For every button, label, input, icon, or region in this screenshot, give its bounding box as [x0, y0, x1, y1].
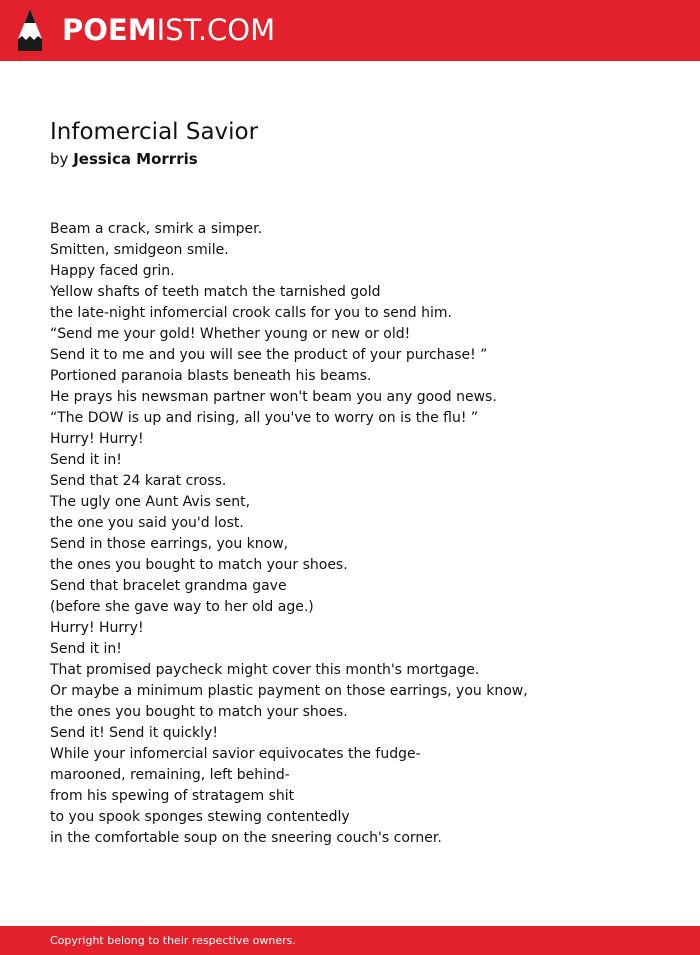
poem-line: Yellow shafts of teeth match the tarnished gold [50, 284, 381, 300]
poem-line: “Send me your gold! Whether young or new or old! [50, 326, 411, 342]
poem-line: The ugly one Aunt Avis sent, [50, 494, 251, 510]
logo-bold-text: POEM [62, 13, 157, 47]
poem-line: Hurry! Hurry! [50, 431, 144, 447]
poem-line: That promised paycheck might cover this month's mortgage. [50, 662, 480, 678]
logo-light-text: IST.COM [156, 13, 276, 47]
author-name: Jessica Morrris [73, 150, 198, 168]
poem-line: Portioned paranoia blasts beneath his beams. [50, 368, 372, 384]
poem-line: Happy faced grin. [50, 263, 175, 279]
poem-line: the ones you bought to match your shoes. [50, 557, 348, 573]
site-header [0, 0, 700, 61]
poem-line: (before she gave way to her old age.) [50, 599, 314, 615]
poem-line: While your infomercial savior equivocates the fudge- [50, 746, 421, 762]
poem-line: from his spewing of stratagem shit [50, 788, 295, 804]
poem-line: Send it! Send it quickly! [50, 725, 218, 741]
poem-line: “The DOW is up and rising, all you've to worry on is the flu! ” [50, 410, 479, 426]
poem-line: Smitten, smidgeon smile. [50, 242, 229, 258]
poem-line: the one you said you'd lost. [50, 515, 244, 531]
poem-line: Send it to me and you will see the product of your purchase! ” [50, 347, 488, 363]
poem-line: the late-night infomercial crook calls for you to send him. [50, 305, 452, 321]
poem-byline [50, 149, 198, 169]
poem-line: Send it in! [50, 641, 122, 657]
site-logo[interactable] [62, 12, 275, 48]
poem-line: Hurry! Hurry! [50, 620, 144, 636]
poem-line: Beam a crack, smirk a simper. [50, 221, 263, 237]
by-label: by [50, 150, 69, 168]
site-footer [0, 926, 700, 955]
pencil-tip-icon[interactable] [18, 9, 42, 51]
poem-line: Send in those earrings, you know, [50, 536, 289, 552]
poem-line: in the comfortable soup on the sneering couch's corner. [50, 830, 442, 846]
poem-line: Send that bracelet grandma gave [50, 578, 287, 594]
poem-line: to you spook sponges stewing contentedly [50, 809, 350, 825]
poem-line: the ones you bought to match your shoes. [50, 704, 348, 720]
poem-line: Send it in! [50, 452, 122, 468]
poem-line: He prays his newsman partner won't beam you any good news. [50, 389, 497, 405]
poem-title: Infomercial Savior [50, 119, 259, 145]
poem-body [50, 219, 670, 849]
copyright-notice: Copyright belong to their respective owners. [50, 934, 296, 947]
poem-line: Or maybe a minimum plastic payment on those earrings, you know, [50, 683, 528, 699]
poem-line: Send that 24 karat cross. [50, 473, 227, 489]
poem-line: marooned, remaining, left behind- [50, 767, 290, 783]
